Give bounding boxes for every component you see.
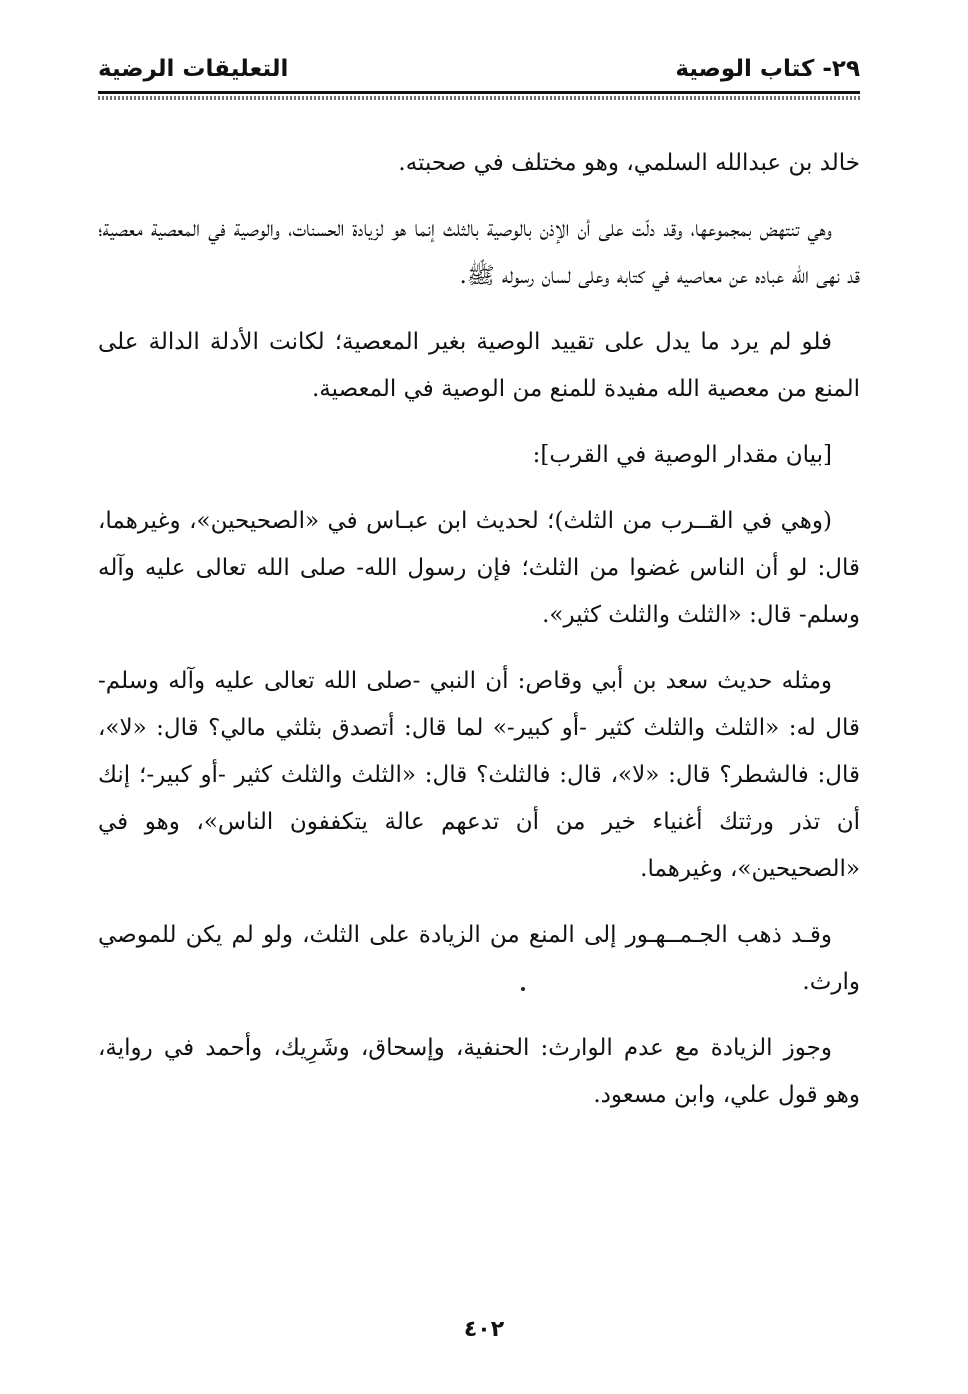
section-heading: [بيان مقدار الوصية في القرب]: — [532, 442, 832, 468]
running-header — [98, 52, 860, 92]
paragraph: (وهي في القــرب من الثلث)؛ لحديث ابن عبـاس في «الصحيحين»، وغيرهما، قال: لو أن الناس غضوا من الثلث؛ فإن رسول الله- صلى الله تعالى عليه وآله وسلم- قال: «الثلث والثلث كثير». — [98, 508, 860, 628]
paragraph: وجوز الزيادة مع عدم الوارث: الحنفية، وإسحاق، وشَرِيك، وأحمد في رواية، وهو قول علي، وابن مسعود. — [98, 1035, 860, 1108]
paragraph: فلو لم يرد ما يدل على تقييد الوصية بغير المعصية؛ لكانت الأدلة الدالة على المنع من معصية الله مفيدة للمنع من الوصية في المعصية. — [98, 329, 860, 402]
page-body — [98, 140, 860, 1138]
chapter-title: ٢٩- كتاب الوصية — [675, 56, 860, 82]
page-number: ٤٠٢ — [463, 1317, 505, 1342]
ink-speck — [521, 987, 525, 991]
book-title: التعليقات الرضية — [98, 56, 289, 82]
header-rule-shadow — [98, 96, 860, 100]
paragraph: وقـد ذهب الجـمــهـور إلى المنع من الزيادة على الثلث، ولو لم يكن للموصي وارث. — [98, 922, 860, 995]
paragraph: خالد بن عبدالله السلمي، وهو مختلف في صحبته. — [398, 150, 860, 176]
paragraph: وهي تنتهض بمجموعها، وقد دلّت على أن الإذن بالوصية بالثلث إنما هو لزيادة الحسنات، والوصية في المعصية معصية؛ قد نهى الله عباده عن معاصيه في كتابه وعلى لسان رسوله ﷺ. — [98, 216, 860, 289]
paragraph: ومثله حديث سعد بن أبي وقاص: أن النبي -صلى الله تعالى عليه وآله وسلم- قال له: «الثلث والثلث كثير -أو كبير-» لما قال: أتصدق بثلثي مالي؟ قال: «لا»، قال: فالشطر؟ قال: «لا»، قال: فالثلث؟ قال: «الثلث والثلث كثير -أو كبير-؛ إنك أن تذر ورثتك أغنياء خير من أن تدعهم عالة يتكففون الناس»، وهو في «الصحيحين»، وغيرهما. — [98, 668, 860, 882]
header-rule — [98, 91, 860, 94]
